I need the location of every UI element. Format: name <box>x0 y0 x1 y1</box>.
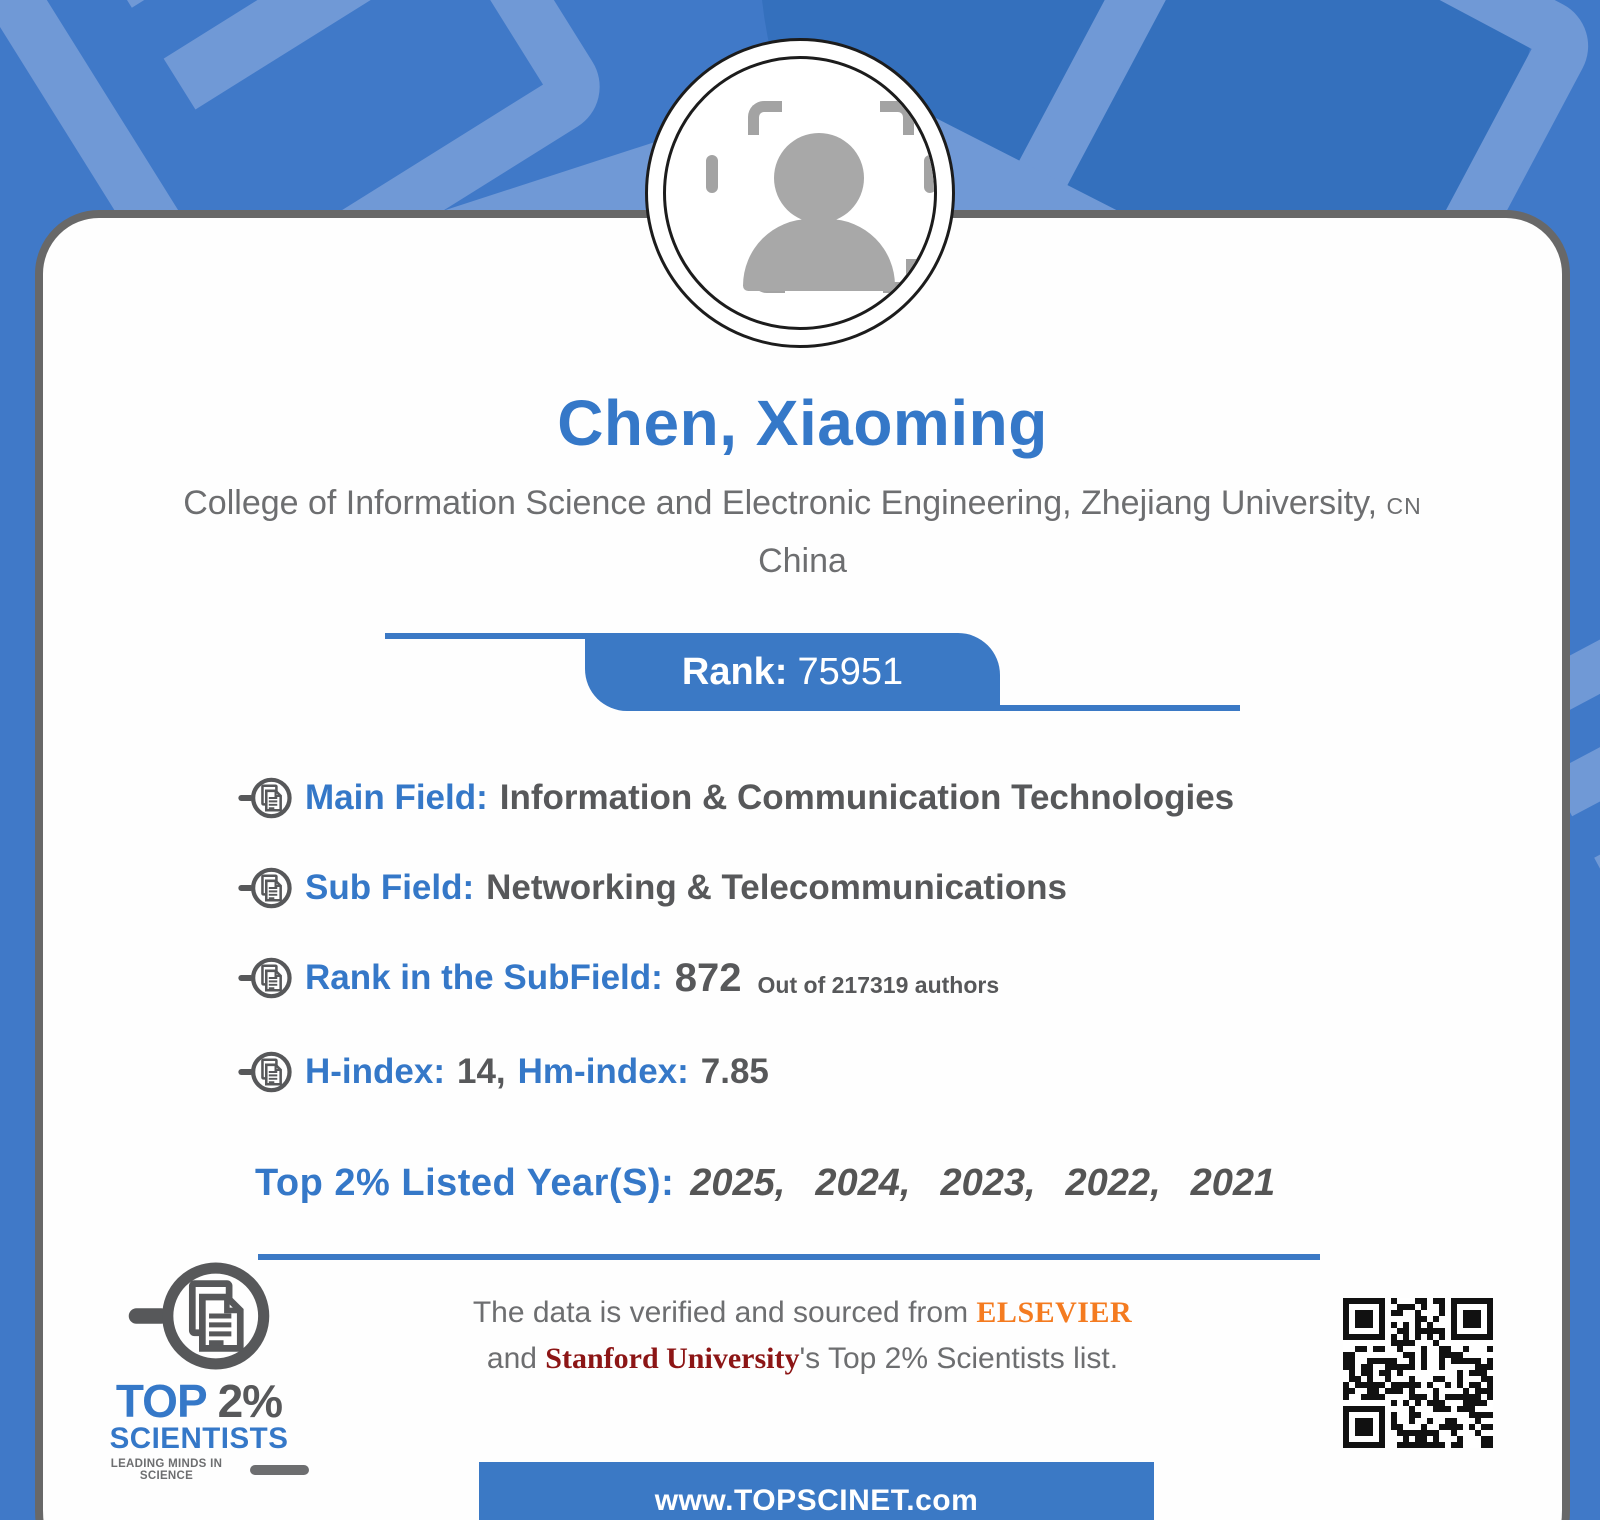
verification-prefix: The data is verified and sourced from <box>472 1296 977 1329</box>
logo-tagline <box>89 1458 309 1482</box>
rank-ribbon <box>585 633 1000 711</box>
sub-field-row <box>237 864 1067 912</box>
listed-year: 2023, <box>940 1162 1036 1204</box>
years-underline <box>258 1254 1320 1260</box>
verification-text <box>423 1290 1182 1382</box>
magnifier-doc-logo-icon <box>123 1258 275 1374</box>
avatar <box>645 38 955 348</box>
main-field-value: Information & Communication Technologies <box>499 778 1235 817</box>
scientist-name: Chen, Xiaoming <box>557 387 1048 459</box>
website-url: www.TOPSCINET.com <box>654 1484 979 1517</box>
rank-label: Rank: <box>681 651 788 693</box>
country-code: CN <box>1386 493 1422 519</box>
verification-and: and <box>486 1342 546 1375</box>
qr-code <box>1343 1298 1493 1448</box>
logo-tagline-bar <box>250 1465 309 1475</box>
listed-years-label: Top 2% Listed Year(S): <box>255 1162 675 1204</box>
frame-side-mark <box>706 155 718 193</box>
person-icon-shoulders <box>743 219 895 291</box>
top2-scientists-logo <box>89 1258 309 1482</box>
magnifier-doc-icon <box>237 776 293 820</box>
listed-year: 2024, <box>815 1162 911 1204</box>
subfield-rank-row <box>237 954 999 1002</box>
frame-side-mark <box>924 155 936 193</box>
subfield-rank-value: 872 <box>674 955 742 1000</box>
avatar-photo-placeholder <box>663 56 937 330</box>
certificate-card <box>35 210 1570 1520</box>
elsevier-wordmark: ELSEVIER <box>976 1296 1133 1329</box>
subfield-rank-note: Out of 217319 authors <box>757 971 1000 998</box>
h-index-value: 14, <box>457 1052 506 1091</box>
rank-value: 75951 <box>797 651 904 693</box>
logo-top-text: TOP <box>115 1375 206 1427</box>
frame-corner-mark <box>748 101 782 135</box>
logo-tagline-text: LEADING MINDS IN SCIENCE <box>110 1458 223 1482</box>
subfield-rank-label: Rank in the SubField: <box>305 958 663 997</box>
magnifier-doc-icon <box>237 1050 293 1094</box>
listed-year: 2022, <box>1065 1162 1161 1204</box>
logo-scientists-text: SCIENTISTS <box>109 1422 289 1455</box>
logo-percent-text: 2% <box>217 1375 283 1427</box>
country: China <box>758 542 847 580</box>
sub-field-label: Sub Field: <box>305 868 475 907</box>
listed-year: 2021 <box>1190 1162 1276 1204</box>
logo-wordmark <box>89 1375 309 1427</box>
magnifier-doc-icon <box>237 866 293 910</box>
affiliation-text: College of Information Science and Electronic Engineering, Zhejiang University, <box>183 484 1378 522</box>
verification-suffix: 's Top 2% Scientists list. <box>799 1342 1119 1375</box>
listed-years-row <box>255 1162 1275 1205</box>
hm-index-value: 7.85 <box>700 1052 769 1091</box>
hm-index-label: Hm-index: <box>517 1052 689 1091</box>
website-bar <box>479 1462 1154 1520</box>
main-field-label: Main Field: <box>305 778 488 817</box>
main-field-row <box>237 774 1234 822</box>
frame-corner-mark <box>880 101 914 135</box>
h-index-row <box>237 1048 769 1096</box>
h-index-label: H-index: <box>305 1052 445 1091</box>
magnifier-doc-icon <box>237 956 293 1000</box>
sub-field-value: Networking & Telecommunications <box>486 868 1067 907</box>
listed-year: 2025, <box>690 1162 786 1204</box>
stanford-wordmark: Stanford University <box>545 1342 800 1375</box>
affiliation <box>43 484 1562 523</box>
person-icon <box>774 133 864 223</box>
